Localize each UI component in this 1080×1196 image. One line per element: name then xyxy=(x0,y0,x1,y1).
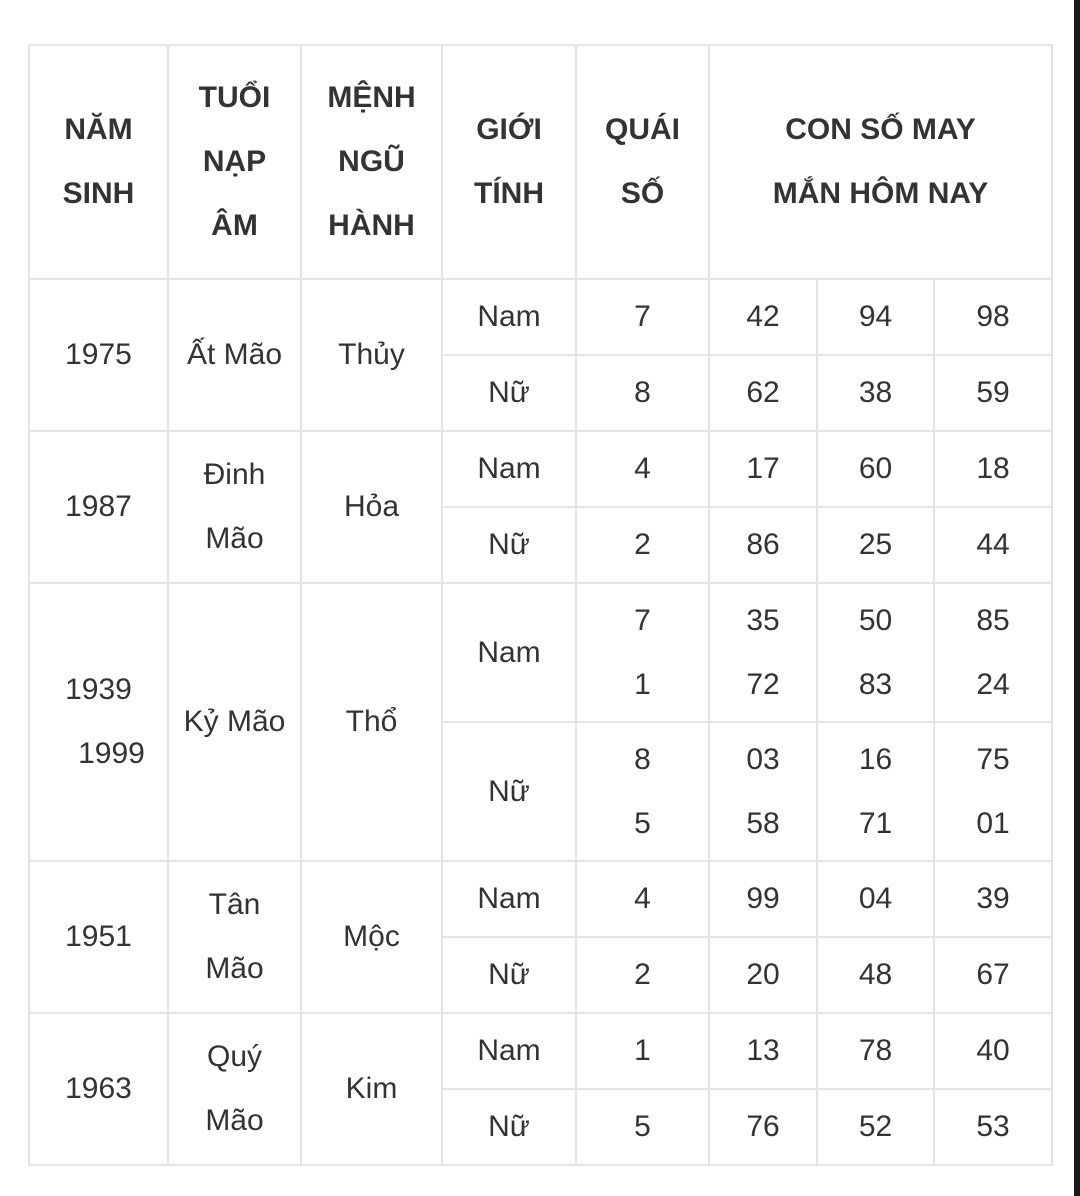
lucky-number-cell: 44 xyxy=(934,507,1052,583)
quai-so-cell: 5 xyxy=(576,1089,709,1165)
lucky-number-cell: 94 xyxy=(817,279,934,355)
lucky-number-cell: 62 xyxy=(709,355,817,431)
table-row xyxy=(29,583,1052,722)
quai-so-cell: 7 1 xyxy=(576,583,709,722)
year-cell: 1963 xyxy=(29,1013,168,1165)
quai-so-cell: 4 xyxy=(576,861,709,937)
lucky-number-cell: 99 xyxy=(709,861,817,937)
gender-cell: Nam xyxy=(442,431,576,507)
lucky-numbers-table xyxy=(28,44,1053,1166)
lucky-number-cell: 86 xyxy=(709,507,817,583)
quai-so-cell: 2 xyxy=(576,507,709,583)
lucky-number-cell: 75 01 xyxy=(934,722,1052,861)
gender-cell: Nữ xyxy=(442,1089,576,1165)
lucky-number-cell: 04 xyxy=(817,861,934,937)
right-edge-bar xyxy=(1074,0,1080,1196)
gender-cell: Nam xyxy=(442,583,576,722)
lucky-number-cell: 67 xyxy=(934,937,1052,1013)
tuoi-cell: Ất Mão xyxy=(168,279,301,431)
gender-cell: Nữ xyxy=(442,507,576,583)
tuoi-cell: Đinh Mão xyxy=(168,431,301,583)
lucky-number-cell: 52 xyxy=(817,1089,934,1165)
menh-cell: Thủy xyxy=(301,279,442,431)
tuoi-cell: Kỷ Mão xyxy=(168,583,301,861)
year-cell: 1939 1999 xyxy=(29,583,168,861)
table-row xyxy=(29,431,1052,507)
header-nam-sinh: NĂM SINH xyxy=(29,45,168,279)
lucky-number-cell: 20 xyxy=(709,937,817,1013)
lucky-number-cell: 78 xyxy=(817,1013,934,1089)
table-row xyxy=(29,1013,1052,1089)
lucky-number-cell: 18 xyxy=(934,431,1052,507)
lucky-number-cell: 59 xyxy=(934,355,1052,431)
quai-so-cell: 7 xyxy=(576,279,709,355)
menh-cell: Kim xyxy=(301,1013,442,1165)
quai-so-cell: 2 xyxy=(576,937,709,1013)
lucky-number-cell: 25 xyxy=(817,507,934,583)
tuoi-cell: Tân Mão xyxy=(168,861,301,1013)
year-cell: 1951 xyxy=(29,861,168,1013)
lucky-number-cell: 53 xyxy=(934,1089,1052,1165)
gender-cell: Nữ xyxy=(442,722,576,861)
gender-cell: Nữ xyxy=(442,355,576,431)
menh-cell: Hỏa xyxy=(301,431,442,583)
gender-cell: Nam xyxy=(442,279,576,355)
lucky-number-cell: 76 xyxy=(709,1089,817,1165)
lucky-number-cell: 85 24 xyxy=(934,583,1052,722)
header-menh-ngu-hanh: MỆNH NGŨ HÀNH xyxy=(301,45,442,279)
header-tuoi-nap-am: TUỔI NẠP ÂM xyxy=(168,45,301,279)
quai-so-cell: 4 xyxy=(576,431,709,507)
lucky-number-cell: 60 xyxy=(817,431,934,507)
quai-so-cell: 8 xyxy=(576,355,709,431)
gender-cell: Nam xyxy=(442,861,576,937)
header-quai-so: QUÁI SỐ xyxy=(576,45,709,279)
lucky-number-cell: 50 83 xyxy=(817,583,934,722)
lucky-number-cell: 39 xyxy=(934,861,1052,937)
header-gioi-tinh: GIỚI TÍNH xyxy=(442,45,576,279)
menh-cell: Mộc xyxy=(301,861,442,1013)
quai-so-cell: 8 5 xyxy=(576,722,709,861)
gender-cell: Nữ xyxy=(442,937,576,1013)
lucky-number-cell: 38 xyxy=(817,355,934,431)
year-cell: 1987 xyxy=(29,431,168,583)
lucky-number-cell: 48 xyxy=(817,937,934,1013)
lucky-number-cell: 17 xyxy=(709,431,817,507)
lucky-number-cell: 03 58 xyxy=(709,722,817,861)
lucky-number-cell: 40 xyxy=(934,1013,1052,1089)
year-cell: 1975 xyxy=(29,279,168,431)
lucky-number-cell: 42 xyxy=(709,279,817,355)
header-row xyxy=(29,45,1052,279)
table-row xyxy=(29,279,1052,355)
lucky-number-cell: 13 xyxy=(709,1013,817,1089)
header-con-so-may-man: CON SỐ MAY MẮN HÔM NAY xyxy=(709,45,1052,279)
lucky-number-cell: 16 71 xyxy=(817,722,934,861)
lucky-number-cell: 98 xyxy=(934,279,1052,355)
gender-cell: Nam xyxy=(442,1013,576,1089)
lucky-number-cell: 35 72 xyxy=(709,583,817,722)
tuoi-cell: Quý Mão xyxy=(168,1013,301,1165)
menh-cell: Thổ xyxy=(301,583,442,861)
quai-so-cell: 1 xyxy=(576,1013,709,1089)
table-row xyxy=(29,861,1052,937)
